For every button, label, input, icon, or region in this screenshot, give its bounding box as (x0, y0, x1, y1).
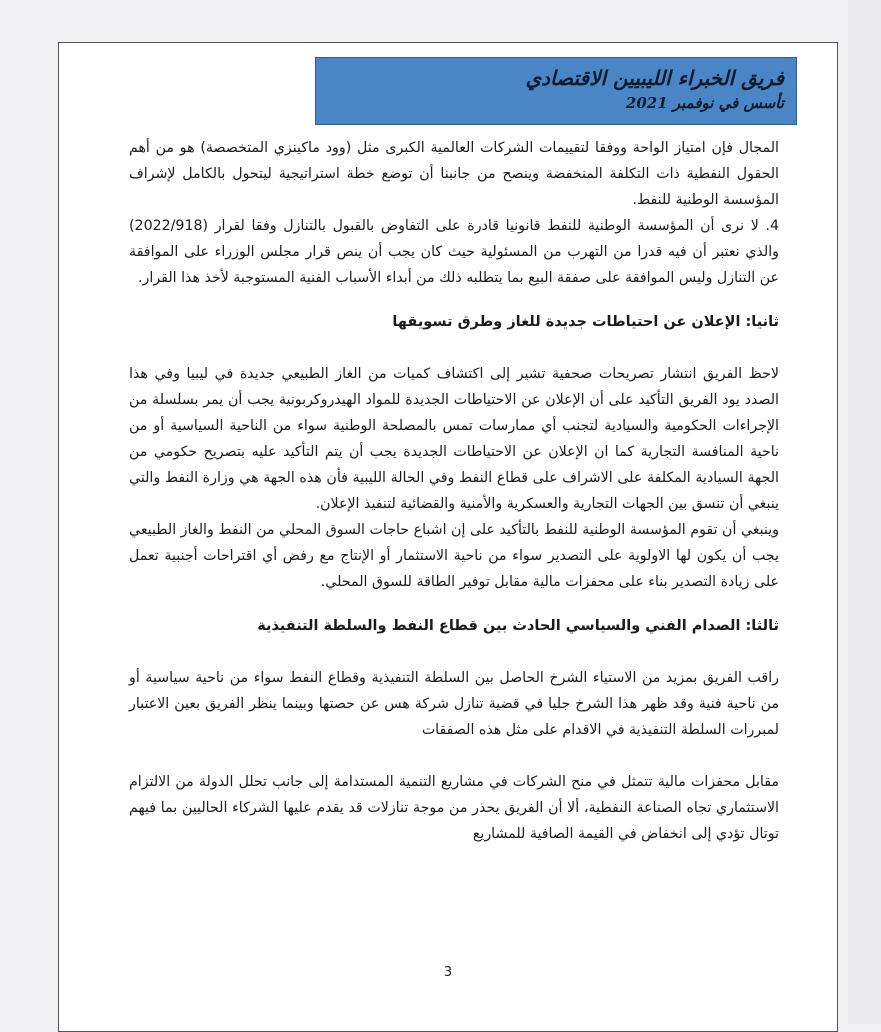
section-2-paragraph-2: وينبغي أن تقوم المؤسسة الوطنية للنفط بالتأكيد على إن اشباع حاجات السوق المحلي من النفط والغاز الطبيعي يجب أن يكون لها الاولوية على التصدير سواء من ناحية الاستثمار أو الإنتاج مع رفض أي اقتراحات أجنبية تعمل على زيادة التصدير بناء على محفزات مالية مقابل توفير الطاقة للسوق المحلي. (129, 522, 779, 590)
numbered-item-4 (129, 213, 779, 291)
page-number: 3 (443, 965, 453, 980)
section-3-heading: ثالثا: الصدام الفني والسياسي الحادث بين قطاع النفط والسلطة التنفيذية (257, 618, 779, 634)
item-number: 4. (765, 218, 780, 234)
intro-paragraph: المجال فإن امتياز الواحة ووفقا لتقييمات الشركات العالمية الكبرى مثل (وود ماكينزي المتخصصة) هو من أهم الحقول النفطية ذات التكلفة المنخفضة وينصح من جانبنا أن توضع خطة استراتيجية ليتحول بالكامل لإشراف المؤسسة الوطنية للنفط. (129, 140, 779, 208)
header-banner (315, 57, 797, 125)
section-2-paragraph-1: لاحظ الفريق انتشار تصريحات صحفية تشير إلى اكتشاف كميات من الغاز الطبيعي جديدة في ليبيا وفي هذا الصدد يود الفريق التأكيد على أن الإعلان عن الاحتياطات الجديدة للمواد الهيدروكربونية يجب أن يمر بسلسلة من الإجراءات الحكومية والسيادية لتجنب أي ممارسات تمس بالمصلحة الوطنية سواء من الناحية السياسية أو من ناحية المنافسة التجارية كما ان الإعلان عن الاحتياطات الجديدة يجب أن يتم التأكيد عليه بتصريح حكومي من الجهة السيادية المكلفة على الاشراف على قطاع النفط وفي الحالة الليبية فأن هذه الجهة هي وزارة النفط والتي ينبغي أن تنسق بين الجهات التجارية والعسكرية والأمنية والقضائية لتنفيذ الإعلان. (129, 366, 779, 512)
header-subtitle: تأسس في نوفمبر 2021 (625, 94, 784, 112)
section-2-heading: ثانيا: الإعلان عن احتياطات جديدة للغاز وطرق تسويقها (392, 314, 779, 330)
document-page (58, 42, 838, 1032)
header-title: فريق الخبراء الليبيين الاقتصادي (525, 66, 784, 90)
viewer-margin (848, 0, 881, 1024)
section-3-paragraph-1: راقب الفريق بمزيد من الاستياء الشرخ الحاصل بين السلطة التنفيذية وقطاع النفط سواء من ناحية سياسية أو من ناحية فنية وقد ظهر هذا الشرخ جليا في قضية تنازل شركة هس عن حصتها وبينما ينظر الفريق بعين الاعتبار لمبررات السلطة التنفيذية في الاقدام على مثل هذه الصفقات (129, 670, 779, 738)
document-body (129, 135, 779, 847)
section-3-paragraph-2: مقابل محفزات مالية تتمثل في منح الشركات في مشاريع التنمية المستدامة إلى جانب تحلل الدولة من الالتزام الاستثماري تجاه الصناعة النفطية، ألا أن الفريق يحذر من موجة تنازلات قد يقدم عليها الشركاء الحاليين بما فيهم توتال تؤدي إلى انخفاض في القيمة الصافية للمشاريع (129, 774, 779, 842)
item-text: لا نرى أن المؤسسة الوطنية للنفط قانونيا قادرة على التفاوض بالقبول بالتنازل وفقا لقرار (2022/918) والذي نعتبر أن فيه قدرا من التهرب من المسئولية حيث كان يجب أن ينص قرار مجلس الوزراء على الموافقة عن التنازل وليس الموافقة على صفقة البيع بما يتطلبه ذلك من أبداء الأسباب الفنية المستوجبة لأخذ هذا القرار. (129, 218, 779, 286)
